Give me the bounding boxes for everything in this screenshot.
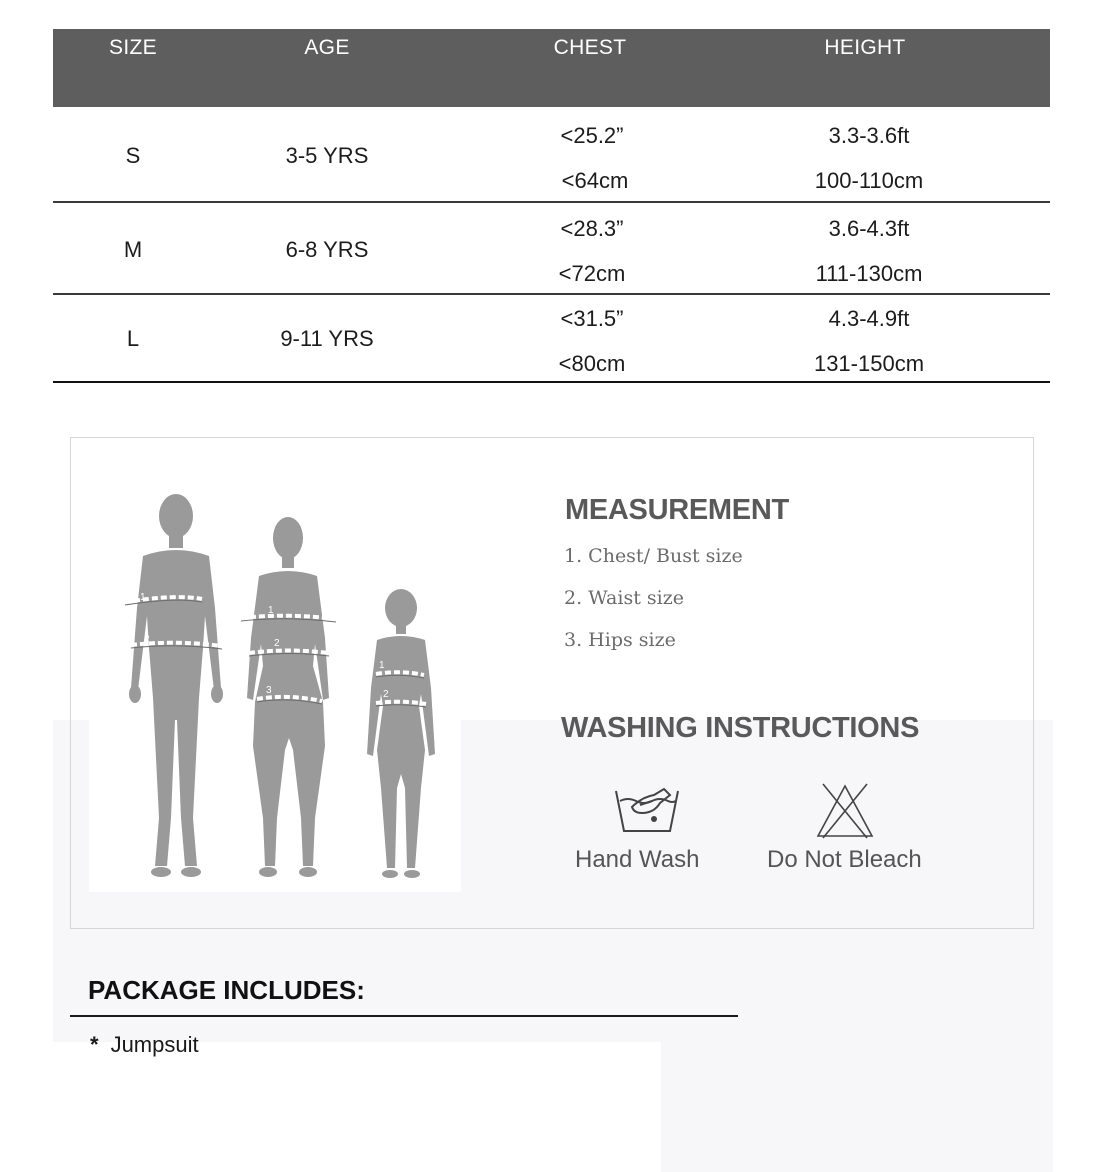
marker-1: 1 [379,660,385,671]
cell-age: 9-11 YRS [280,326,374,351]
cell-height-cm: 100-110cm [814,168,924,193]
washing-instructions-title: WASHING INSTRUCTIONS [561,712,920,744]
hand-wash-icon [614,783,680,840]
header-size: SIZE [109,36,157,59]
measurement-item-waist: 2. Waist size [564,587,684,609]
measurement-item-chest: 1. Chest/ Bust size [564,545,743,567]
cell-age: 6-8 YRS [285,237,369,262]
child-figure [367,589,435,878]
header-age: AGE [304,36,350,59]
table-row-m [53,203,1050,295]
bullet: * [90,1032,99,1057]
cell-height-cm: 131-150cm [813,351,925,376]
package-divider [70,1015,738,1017]
measurement-title: MEASUREMENT [565,494,789,526]
no-bleach-icon [815,782,875,845]
cell-size: L [126,326,140,351]
cell-height-cm: 111-130cm [815,261,923,286]
cell-size: M [123,237,143,262]
table-row-l [53,295,1050,383]
list-item [90,1032,199,1058]
cell-age: 3-5 YRS [285,143,369,168]
cell-chest-cm: <64cm [561,168,629,193]
marker-1: 1 [268,605,274,616]
size-table-header [53,29,1050,107]
header-height: HEIGHT [824,36,906,59]
table-row-s [53,107,1050,203]
measurement-panel [70,437,1034,929]
do-not-bleach-label: Do Not Bleach [767,846,922,873]
body-figures-illustration [89,488,461,892]
cell-chest-in: <31.5” [560,306,624,331]
cell-height-ft: 3.3-3.6ft [828,123,910,148]
cell-height-ft: 3.6-4.3ft [828,216,910,241]
package-includes-title: PACKAGE INCLUDES: [88,975,365,1005]
hand-wash-label: Hand Wash [575,846,700,873]
marker-1: 1 [140,592,146,603]
cell-chest-cm: <72cm [558,261,626,286]
size-chart-table [53,29,1050,383]
package-item-label: Jumpsuit [110,1032,199,1057]
cell-chest-in: <28.3” [560,216,624,241]
cell-chest-cm: <80cm [558,351,626,376]
marker-2: 2 [144,634,150,645]
measurement-item-hips: 3. Hips size [564,629,676,651]
cell-size: S [125,143,141,168]
cell-chest-in: <25.2” [560,123,624,148]
marker-2: 2 [383,689,389,700]
cell-height-ft: 4.3-4.9ft [828,306,910,331]
male-figure [129,494,223,877]
marker-3: 3 [266,685,272,696]
marker-2: 2 [274,638,280,649]
header-chest: CHEST [553,36,627,59]
